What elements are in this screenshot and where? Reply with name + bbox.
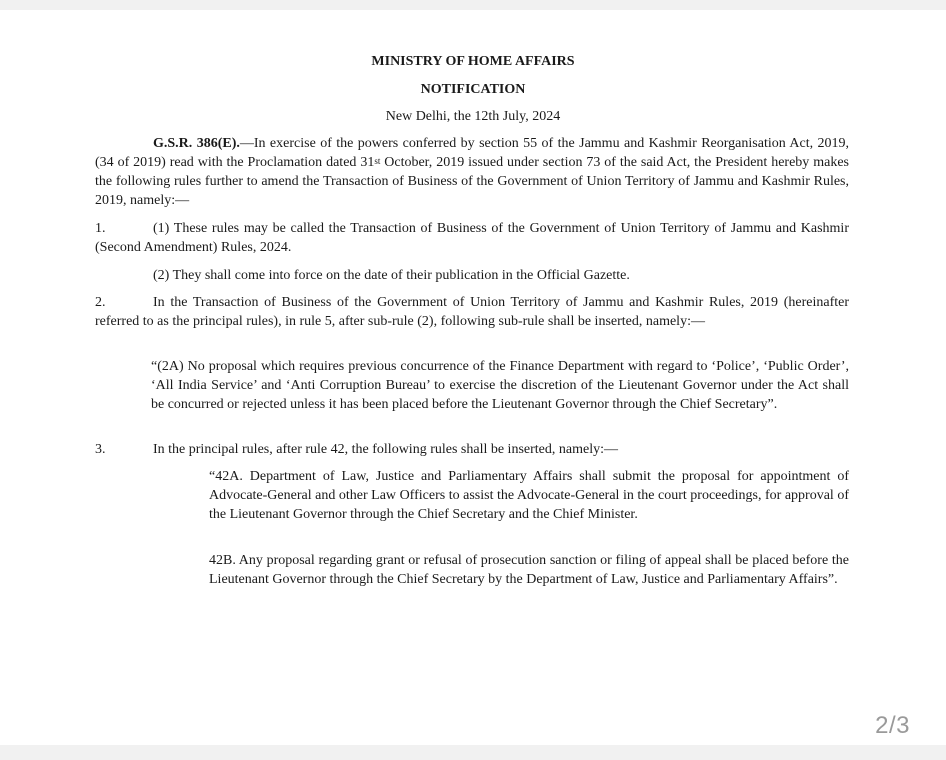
ministry-heading: MINISTRY OF HOME AFFAIRS: [371, 54, 575, 69]
rule-2-text: In the Transaction of Business of the Government of Union Territory of Jammu and Kashmir Rules, 2019 (hereinafter referred to as the principal rules), in rule 5, after sub-rule (2), following sub-rule shall be inserted, namely:—: [95, 295, 849, 329]
rule-2a-quote: “(2A) No proposal which requires previous concurrence of the Finance Department with regard to ‘Police’, ‘Public Order’, ‘All India Service’ and ‘Anti Corruption Bureau’ to exercise the discretion of the Lieutenant Governor under the Act shall be concurred or rejected unless it has been placed before the Lieutenant Governor through the Chief Secretary”.: [151, 359, 849, 412]
rule-3-text: In the principal rules, after rule 42, the following rules shall be inserted, namely:—: [153, 442, 618, 457]
rule-42b-text: 42B. Any proposal regarding grant or refusal of prosecution sanction or filing of appeal shall be placed before the Lieutenant Governor through the Chief Secretary by the Department of Law, Justice and Parliamentary Affairs”.: [209, 553, 849, 587]
rule-3-number: 3.: [95, 442, 106, 457]
preamble-paragraph: [95, 134, 849, 210]
rule-1-subrule-1: (1) These rules may be called the Transaction of Business of the Government of Union Territory of Jammu and Kashmir (Second Amendment) Rules, 2024.: [95, 221, 849, 255]
preamble-text-a: —In exercise of the powers conferred by section 55 of the Jammu and Kashmir Reorganisation Act, 2019, (34 of 2019) read with the Proclamation dated 31: [95, 136, 849, 170]
rule-2-number: 2.: [95, 295, 106, 310]
date-line: New Delhi, the 12th July, 2024: [385, 109, 561, 124]
gsr-number: G.S.R. 386(E).: [153, 136, 240, 151]
document-page: [0, 10, 946, 745]
rule-1-subrule-2: (2) They shall come into force on the date of their publication in the Official Gazette.: [153, 268, 630, 283]
preamble-superscript: st: [374, 156, 381, 166]
notification-heading: NOTIFICATION: [420, 82, 526, 97]
viewer-bottom-bar: [0, 745, 946, 760]
rule-1-number: 1.: [95, 221, 106, 236]
rule-42a-text: “42A. Department of Law, Justice and Parliamentary Affairs shall submit the proposal for appointment of Advocate-General and other Law Officers to assist the Advocate-General in the court proceedings, for approval of the Lieutenant Governor through the Chief Secretary and the Chief Minister.: [209, 469, 849, 522]
preamble-text-b: October, 2019 issued under section 73 of the said Act, the President hereby makes the following rules further to amend the Transaction of Business of the Government of Union Territory of Jammu and Kashmir Rules, 2019, namely:—: [95, 155, 849, 208]
page-indicator: 2/3: [875, 712, 910, 739]
